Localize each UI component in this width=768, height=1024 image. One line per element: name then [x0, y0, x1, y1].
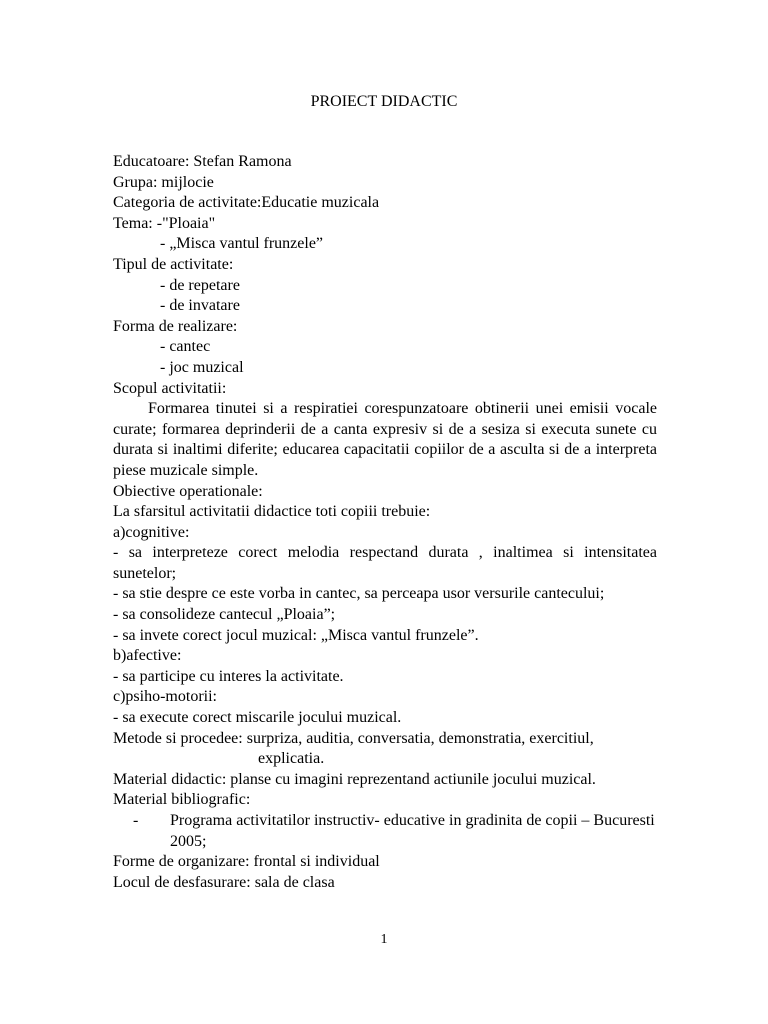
educatoare-line: Educatoare: Stefan Ramona — [113, 153, 292, 170]
forma-label: Forma de realizare: — [113, 317, 238, 335]
forme-line: Forme de organizare: frontal si individual — [113, 853, 380, 871]
cognitive-item: - sa interpreteze corect melodia respectand durata , inaltimea si intensitatea sunetelor; — [113, 544, 657, 582]
tipul-item: - de repetare — [160, 276, 240, 294]
afective-item: - sa participe cu interes la activitate. — [113, 667, 344, 685]
tipul-label: Tipul de activitate: — [113, 255, 234, 273]
grupa-line: Grupa: mijlocie — [113, 173, 214, 191]
tema-line: Tema: -"Ploaia" — [113, 214, 216, 232]
tipul-item: - de invatare — [160, 297, 240, 315]
la-sfarsit-line: La sfarsitul activitatii didactice toti copiii trebuie: — [113, 503, 431, 521]
forma-item: - joc muzical — [160, 358, 244, 376]
document-title: PROIECT DIDACTIC — [310, 93, 458, 110]
scopul-paragraph: Formarea tinutei si a respiratiei corespunzatoare obtinerii unei emisii vocale curate; formarea deprinderii de a canta expresiv si de a sesiza si executa sunete cu durata si inaltimi diferite; educarea capacitatii copiilor de a asculta si de a interpreta piese muzicale simple. — [113, 400, 657, 479]
forma-item: - cantec — [160, 338, 211, 356]
cognitive-item: - sa invete corect jocul muzical: „Misca vantul frunzele”. — [113, 626, 479, 644]
cognitive-label: a)cognitive: — [113, 523, 190, 541]
afective-label: b)afective: — [113, 647, 182, 665]
tema-item: - „Misca vantul frunzele” — [160, 235, 324, 253]
document-body — [113, 152, 657, 893]
metode-continuation: explicatia. — [258, 750, 325, 768]
cognitive-item: - sa consolideze cantecul „Ploaia”; — [113, 606, 336, 624]
bibliografic-item — [113, 811, 657, 852]
bibliografic-text: Programa activitatilor instructiv- educative in gradinita de copii – Bucuresti 2005; — [170, 812, 655, 850]
bibliografic-dash: - — [133, 812, 139, 829]
material-didactic-line: Material didactic: planse cu imagini reprezentand actiunile jocului muzical. — [113, 770, 596, 788]
bibliografic-label: Material bibliografic: — [113, 791, 251, 809]
metode-line: Metode si procedee: surpriza, auditia, conversatia, demonstratia, exercitiul, — [113, 729, 594, 747]
cognitive-item: - sa stie despre ce este vorba in cantec, sa perceapa usor versurile cantecului; — [113, 585, 605, 603]
categoria-line: Categoria de activitate:Educatie muzicala — [113, 194, 380, 212]
scopul-label: Scopul activitatii: — [113, 379, 227, 397]
obiective-label: Obiective operationale: — [113, 482, 263, 500]
psiho-item: - sa execute corect miscarile jocului muzical. — [113, 709, 402, 727]
psiho-label: c)psiho-motorii: — [113, 688, 217, 706]
page-number: 1 — [380, 932, 388, 947]
locul-line: Locul de desfasurare: sala de clasa — [113, 873, 335, 891]
